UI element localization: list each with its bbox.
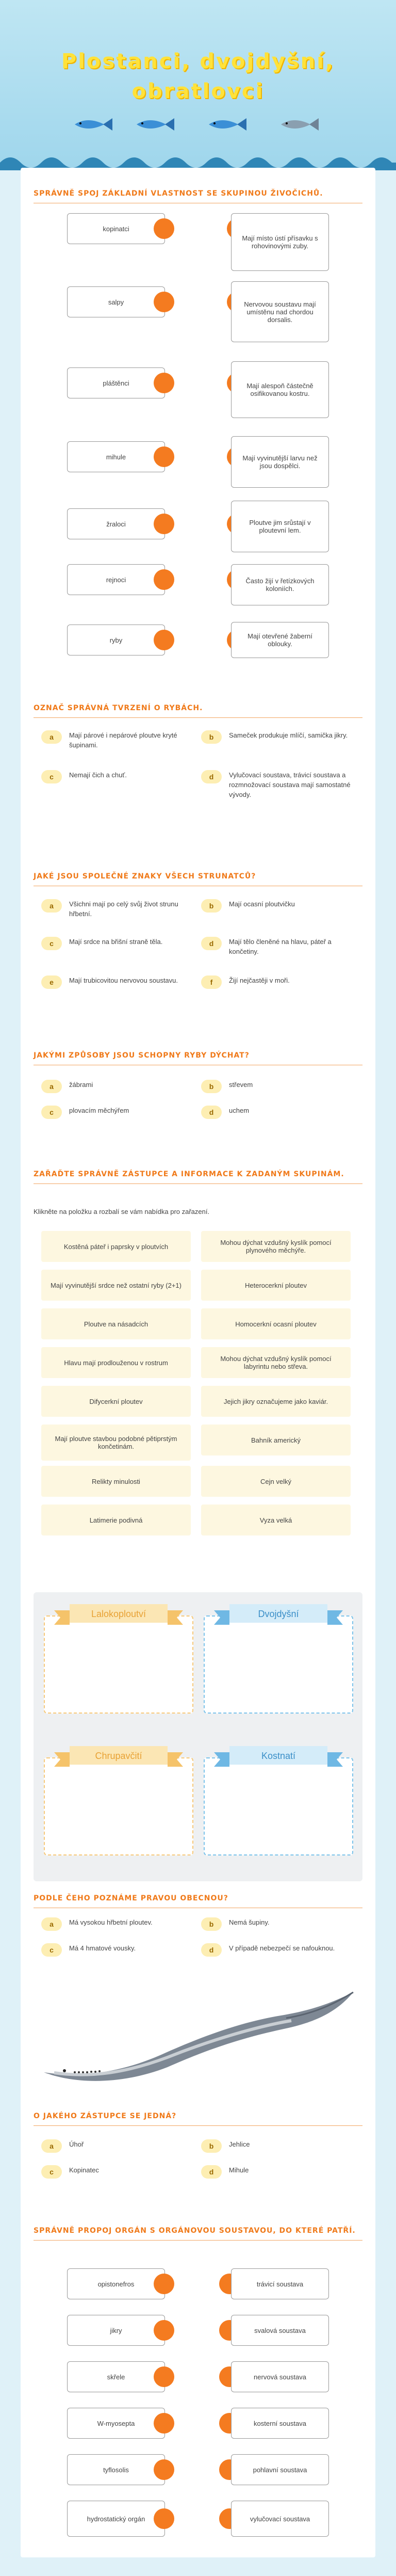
option-letter: a: [41, 2139, 62, 2153]
option-letter: b: [201, 899, 222, 913]
category-ribbon: [214, 1600, 343, 1628]
category-zone-dvojdysni[interactable]: [204, 1600, 353, 1714]
fish-decoration: [0, 116, 396, 137]
category-zone-chrupavciti[interactable]: [44, 1742, 193, 1855]
match-connector-dot[interactable]: [154, 2459, 174, 2480]
match-left-item[interactable]: salpy: [67, 286, 165, 317]
match-left-item[interactable]: ryby: [67, 625, 165, 655]
answer-option[interactable]: [41, 975, 191, 989]
option-text: Mají srdce na břišní straně těla.: [69, 938, 163, 946]
match-right-item[interactable]: Ploutve jim srůstají v ploutevní lem.: [231, 501, 329, 552]
option-letter: d: [201, 937, 222, 950]
match-connector-dot[interactable]: [154, 2366, 174, 2387]
match-right-item[interactable]: Mají alespoň částečně osifikovanou kostru.: [231, 361, 329, 418]
fish-icon: [134, 116, 175, 133]
match-right-item[interactable]: pohlavní soustava: [231, 2454, 329, 2485]
option-letter: a: [41, 899, 62, 913]
sortable-tile[interactable]: Mohou dýchat vzdušný kyslík pomocí plynového měchýře.: [201, 1231, 351, 1262]
category-label: Kostnatí: [261, 1750, 296, 1761]
option-text: Jehlice: [229, 2140, 250, 2148]
sortable-tile[interactable]: Mají ploutve stavbou podobné pětiprstým končetinám.: [41, 1425, 191, 1461]
answer-option[interactable]: [201, 937, 356, 956]
match-left-item[interactable]: rejnoci: [67, 564, 165, 595]
answer-option[interactable]: [201, 730, 356, 744]
option-text: Mají párové i nepárové ploutve kryté šupinami.: [69, 731, 177, 749]
option-text: Mají tělo členěné na hlavu, páteř a končetiny.: [229, 938, 332, 955]
match-connector-dot[interactable]: [154, 630, 174, 650]
answer-option[interactable]: [41, 730, 191, 750]
match-connector-dot[interactable]: [154, 292, 174, 312]
sortable-tile[interactable]: Homocerkní ocasní ploutev: [201, 1308, 351, 1339]
match-right-item[interactable]: nervová soustava: [231, 2361, 329, 2392]
option-letter: c: [41, 937, 62, 950]
page-title: Plostanci, dvojdyšní, obratlovci: [61, 50, 335, 103]
answer-option[interactable]: [41, 937, 191, 950]
instruction-text: Klikněte na položku a rozbalí se vám nabídka pro zařazení.: [34, 1208, 210, 1215]
section-heading-3: JAKÉ JSOU SPOLEČNÉ ZNAKY VŠECH STRUNATCŮ?: [34, 871, 362, 886]
lamprey-illustration: [44, 1977, 364, 2085]
option-letter: d: [201, 1943, 222, 1957]
option-letter: a: [41, 730, 62, 744]
option-text: Kopinatec: [69, 2166, 99, 2174]
section-heading-6: PODLE ČEHO POZNÁME PRAVOU OBECNOU?: [34, 1893, 362, 1908]
sortable-items: [36, 1231, 361, 1592]
sortable-tile[interactable]: Heterocerkní ploutev: [201, 1270, 351, 1301]
option-text: V případě nebezpečí se nafouknou.: [229, 1944, 335, 1952]
match-connector-dot[interactable]: [154, 2413, 174, 2434]
match-left-item[interactable]: jikry: [67, 2315, 165, 2346]
header-banner: [0, 0, 396, 170]
match-connector-dot[interactable]: [154, 373, 174, 393]
option-text: Úhoř: [69, 2140, 84, 2148]
option-text: žábrami: [69, 1081, 93, 1089]
match-left-item[interactable]: hydrostatický orgán: [67, 2501, 165, 2537]
match-connector-dot[interactable]: [154, 2508, 174, 2529]
sortable-tile[interactable]: Bahník americký: [201, 1425, 351, 1455]
sortable-tile[interactable]: Hlavu mají prodlouženou v rostrum: [41, 1347, 191, 1378]
option-letter: c: [41, 1106, 62, 1119]
answer-option[interactable]: [201, 1080, 356, 1093]
option-letter: b: [201, 1917, 222, 1931]
section-heading-8: SPRÁVNĚ PROPOJ ORGÁN S ORGÁNOVOU SOUSTAVOU, DO KTERÉ PATŘÍ.: [34, 2226, 362, 2241]
option-text: střevem: [229, 1081, 253, 1089]
option-text: Má vysokou hřbetní ploutev.: [69, 1918, 153, 1926]
answer-option[interactable]: [201, 1106, 356, 1119]
option-letter: d: [201, 770, 222, 783]
match-connector-dot[interactable]: [154, 218, 174, 239]
category-label: Dvojdyšní: [258, 1608, 299, 1619]
option-letter: c: [41, 1943, 62, 1957]
option-text: Mají trubicovitou nervovou soustavu.: [69, 977, 178, 984]
answer-option[interactable]: [41, 2139, 191, 2153]
match-connector-dot[interactable]: [154, 2320, 174, 2341]
category-ribbon: [54, 1742, 183, 1770]
sortable-tile[interactable]: Relikty minulosti: [41, 1466, 191, 1497]
option-text: Mají ocasní ploutvičku: [229, 900, 295, 908]
option-text: Nemají čich a chuť.: [69, 771, 127, 779]
sortable-tile[interactable]: Vyza velká: [201, 1505, 351, 1535]
match-left-item[interactable]: žraloci: [67, 508, 165, 539]
fish-icon: [278, 116, 320, 133]
sortable-tile[interactable]: Difycerkní ploutev: [41, 1386, 191, 1417]
option-letter: a: [41, 1080, 62, 1093]
option-letter: a: [41, 1917, 62, 1931]
answer-option[interactable]: [41, 1080, 191, 1093]
match-left-item[interactable]: opistonefros: [67, 2268, 165, 2299]
sortable-tile[interactable]: Jejich jikry označujeme jako kaviár.: [201, 1386, 351, 1417]
section-heading-5: ZAŘAĎTE SPRÁVNĚ ZÁSTUPCE A INFORMACE K ZADANÝM SKUPINÁM.: [34, 1169, 362, 1184]
match-left-item[interactable]: pláštěnci: [67, 367, 165, 398]
match-right-item[interactable]: Mají vyvinutější larvu než jsou dospělci.: [231, 436, 329, 488]
option-text: Vylučovací soustava, trávicí soustava a rozmnožovací soustava mají samostatné vývody.: [229, 771, 351, 798]
match-left-item[interactable]: kopinatci: [67, 213, 165, 244]
option-text: Má 4 hmatové vousky.: [69, 1944, 136, 1952]
option-text: Mihule: [229, 2166, 249, 2174]
option-letter: f: [201, 975, 222, 989]
category-ribbon: [54, 1600, 183, 1628]
sortable-tile[interactable]: Ploutve na násadcích: [41, 1308, 191, 1339]
option-letter: c: [41, 2165, 62, 2179]
option-letter: b: [201, 730, 222, 744]
category-ribbon: [214, 1742, 343, 1770]
answer-option[interactable]: [41, 2165, 191, 2179]
answer-option[interactable]: [201, 2165, 356, 2179]
match-left-item[interactable]: mihule: [67, 441, 165, 472]
section-heading-1: SPRÁVNĚ SPOJ ZÁKLADNÍ VLASTNOST SE SKUPINOU ŽIVOČICHŮ.: [34, 188, 362, 203]
category-zone-kostnati[interactable]: [204, 1742, 353, 1855]
fish-icon: [72, 116, 113, 133]
category-label: Chrupavčití: [95, 1750, 142, 1761]
answer-option[interactable]: [201, 975, 356, 989]
sortable-tile[interactable]: Kostěná páteř i paprsky v ploutvích: [41, 1231, 191, 1262]
option-text: Nemá šupiny.: [229, 1918, 270, 1926]
match-right-item[interactable]: Mají otevřené žaberní oblouky.: [231, 622, 329, 658]
sortable-tile[interactable]: Mohou dýchat vzdušný kyslík pomocí labyrintu nebo střeva.: [201, 1347, 351, 1378]
match-connector-dot[interactable]: [154, 446, 174, 467]
answer-option[interactable]: [41, 1917, 191, 1931]
fish-icon: [206, 116, 248, 133]
match-right-item[interactable]: svalová soustava: [231, 2315, 329, 2346]
match-right-item[interactable]: kosterní soustava: [231, 2408, 329, 2439]
match-right-item[interactable]: Nervovou soustavu mají umístěnu nad chordou dorsalis.: [231, 281, 329, 342]
option-letter: c: [41, 770, 62, 783]
sortable-tile[interactable]: Cejn velký: [201, 1466, 351, 1497]
answer-option[interactable]: [41, 770, 191, 783]
match-left-item[interactable]: W-myosepta: [67, 2408, 165, 2439]
option-text: Sameček produkuje mlíčí, samička jikry.: [229, 731, 348, 739]
sortable-tile[interactable]: Mají vyvinutější srdce než ostatní ryby (2+1): [41, 1270, 191, 1301]
match-left-item[interactable]: skřele: [67, 2361, 165, 2392]
option-letter: b: [201, 1080, 222, 1093]
option-letter: d: [201, 1106, 222, 1119]
answer-option[interactable]: [201, 770, 356, 799]
category-drop-area: [34, 1592, 362, 1881]
option-text: uchem: [229, 1107, 250, 1114]
match-connector-dot[interactable]: [154, 2274, 174, 2294]
match-connector-dot[interactable]: [154, 514, 174, 534]
answer-option[interactable]: [41, 1106, 191, 1119]
sortable-tile[interactable]: Latimerie podivná: [41, 1505, 191, 1535]
answer-option[interactable]: [41, 899, 191, 919]
match-right-item[interactable]: vylučovací soustava: [231, 2501, 329, 2537]
option-text: plovacím měchýřem: [69, 1107, 129, 1114]
match-right-item[interactable]: Mají místo ústí přísavku s rohovinovými zuby.: [231, 213, 329, 271]
answer-option[interactable]: [201, 2139, 356, 2153]
option-letter: e: [41, 975, 62, 989]
answer-option[interactable]: [201, 1917, 356, 1931]
match-connector-dot[interactable]: [154, 569, 174, 590]
answer-option[interactable]: [201, 1943, 356, 1957]
match-left-item[interactable]: tyflosolis: [67, 2454, 165, 2485]
option-letter: b: [201, 2139, 222, 2153]
option-text: Žijí nejčastěji v moři.: [229, 977, 290, 984]
answer-option[interactable]: [201, 899, 356, 913]
category-label: Lalokoploutví: [91, 1608, 146, 1619]
match-right-item[interactable]: trávicí soustava: [231, 2268, 329, 2299]
section-heading-2: OZNAČ SPRÁVNÁ TVRZENÍ O RYBÁCH.: [34, 703, 362, 718]
section-heading-4: JAKÝMI ZPŮSOBY JSOU SCHOPNY RYBY DÝCHAT?: [34, 1050, 362, 1065]
option-text: Všichni mají po celý svůj život strunu hřbetní.: [69, 900, 178, 918]
option-letter: d: [201, 2165, 222, 2179]
category-zone-lalokoploutvi[interactable]: [44, 1600, 193, 1714]
match-right-item[interactable]: Často žijí v řetízkových koloniích.: [231, 564, 329, 605]
section-heading-7: O JAKÉHO ZÁSTUPCE SE JEDNÁ?: [34, 2111, 362, 2126]
answer-option[interactable]: [41, 1943, 191, 1957]
